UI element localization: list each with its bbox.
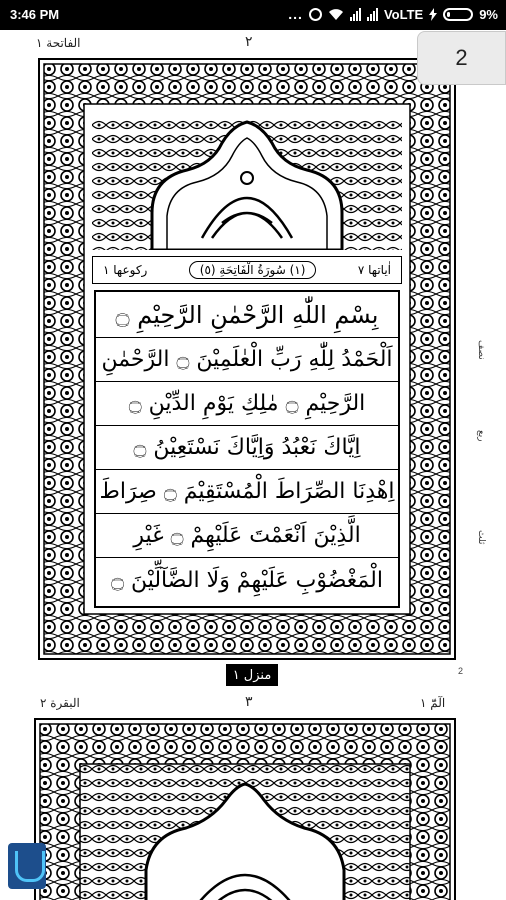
ayat-count: اٰیاتھا ٧ [357,263,391,277]
margin-note-1: نصف [476,340,486,360]
ornamental-border-2 [36,720,454,900]
status-time: 3:46 PM [10,7,60,22]
alarm-icon [309,8,322,21]
charging-icon [429,8,437,21]
ayah-line-4: اِهْدِنَا الصِّرَاطَ الْمُسْتَقِیْمَ ۝ صِرَاطَ [96,470,398,514]
page2-header-para: الٓمّٓ ١ [420,696,446,710]
small-page-number: 2 [458,666,464,676]
page2-header-number: ٣ [245,694,253,710]
mushaf-page-frame-2 [34,718,456,900]
ayah-line-3: اِیَّاكَ نَعْبُدُ وَاِیَّاكَ نَسْتَعِیْنُ ۝ [96,426,398,470]
basmala: بِسْمِ اللّٰهِ الرَّحْمٰنِ الرَّحِیْمِ ۝ [96,292,398,338]
mushaf-page-frame [38,58,456,660]
ayah-line-6: الْمَغْضُوْبِ عَلَیْهِمْ وَلَا الضَّآلِّیْنَ ۝ [111,567,383,593]
battery-level: 9% [479,6,498,22]
ayah-line-5: الَّذِیْنَ اَنْعَمْتَ عَلَیْهِمْ ۝ غَیْرِ [96,514,398,558]
battery-icon [443,8,473,21]
ruku-count: رکوعھا ١ [103,263,148,277]
arch-ornament [92,118,402,250]
surah-title-banner [92,256,402,284]
signal-icon-2 [367,8,378,21]
margin-note-2: ربع [476,430,486,442]
manzil-marker: منزل ١ [226,664,278,686]
status-bar [0,0,506,30]
page-header-number: ٢ [245,34,253,50]
ayah-line-2: الرَّحِیْمِ ۝ مٰلِكِ یَوْمِ الدِّیْنِ ۝ [96,382,398,426]
margin-note-3: ثلث [476,530,486,545]
page2-header-surah: البقرة ٢ [40,696,80,710]
page-number-badge[interactable]: 2 [417,31,506,85]
signal-icon [350,8,361,21]
wifi-icon [328,8,344,21]
ayah-line-1: اَلْحَمْدُ لِلّٰهِ رَبِّ الْعٰلَمِیْنَ ۝ الرَّحْمٰنِ [96,338,398,382]
page-header-surah: الفاتحة ١ [36,36,81,50]
status-icons [288,6,498,22]
quran-text-box [94,290,400,608]
network-type: VoLTE [383,6,424,22]
surah-name: (١) سُورَةُ الْفَاتِحَةِ (٥) [189,261,317,279]
app-shortcut-icon[interactable] [8,843,46,889]
more-notifications-icon: ... [288,6,303,22]
